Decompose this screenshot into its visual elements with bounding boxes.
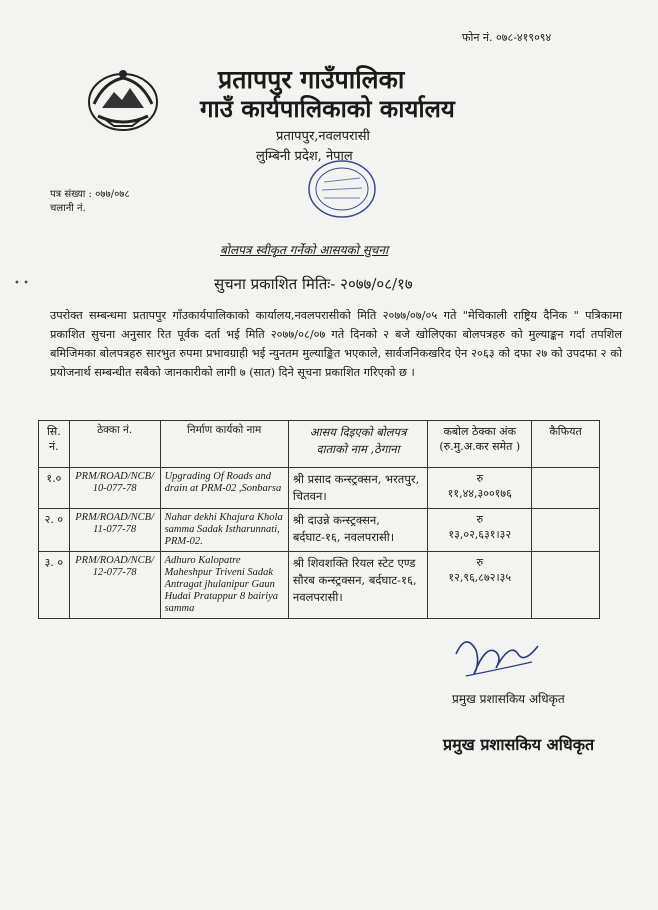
row-work-name: Nahar dekhi Khajura Khola samma Sadak Istharunnati, PRM-02. [160, 509, 288, 552]
office-name: गाउँ कार्यपालिकाको कार्यालय [200, 94, 455, 123]
row-sn: १.० [39, 468, 70, 509]
row-bidder: श्री दाउन्ने कन्स्ट्रक्सन, बर्दघाट-१६, नवलपरासी। [288, 509, 428, 552]
office-round-stamp [306, 158, 378, 220]
header-amount: कबोल ठेक्का अंक (रु.मु.अ.कर समेत ) [428, 421, 532, 468]
row-amount: १३,०२,६३१।३२ [448, 528, 512, 541]
row-sn: २. ० [39, 509, 70, 552]
row-amount: १२,९६,८७२।३५ [448, 571, 512, 584]
table-header-row [39, 421, 600, 468]
table-row [39, 552, 600, 619]
margin-mark: • • [14, 278, 29, 289]
body-paragraph: उपरोक्त सम्बन्धमा प्रतापपुर गाँउकार्यपालिकाको कार्यालय,नवलपरासीको मिति २०७७/०७/०५ गते "मेचिकाली राष्ट्रिय दैनिक " पत्रिकामा प्रकाशित सुचना अनुसार रित पूर्वक दर्ता भई मिति २०७७/०८/०७ गते दिनको २ बजे खोलिएका बोलपत्रहरु को मुल्याङ्कन गर्दा तपशिल बमिजिमका बोलपत्रहरु सारभुत रुपमा प्रभावग्राही भई न्युनतम मुल्याङ्कित भएकाले, सार्वजनिकखरिद ऐन २०६३ को दफा २७ को उपदफा २ को प्रयोजनार्थ सम्बन्धीत सबैको जानकारीको लागी ७ (सात) दिने सूचना प्रकाशित गरिएको छ । [50, 309, 622, 379]
header-remarks: कैफियत [532, 421, 600, 468]
dispatch-number: चलानी नं. [50, 203, 86, 214]
row-contract-no: PRM/ROAD/NCB/ 11-077-78 [69, 509, 160, 552]
header-sn: सि. नं. [39, 421, 70, 468]
signatory-stamp: प्रमुख प्रशासकिय अधिकृत [443, 735, 595, 754]
address-line-1: प्रतापपुर,नवलपरासी [276, 129, 370, 144]
header-contract-no: ठेक्का नं. [69, 421, 160, 468]
row-remarks [532, 509, 600, 552]
address-line-2: लुम्बिनी प्रदेश, नेपाल [256, 149, 353, 164]
row-remarks [532, 552, 600, 619]
organization-name: प्रतापपुर गाउँपालिका [218, 65, 405, 94]
row-currency: रु [476, 513, 484, 526]
signatory-title: प्रमुख प्रशासकिय अधिकृत [452, 692, 565, 706]
row-contract-no: PRM/ROAD/NCB/ 12-077-78 [69, 552, 160, 619]
row-currency: रु [476, 472, 484, 485]
row-bidder: श्री प्रसाद कन्स्ट्रक्सन, भरतपुर, चितवन। [288, 468, 428, 509]
reference-block [50, 188, 130, 216]
table-row [39, 468, 600, 509]
row-amount-cell [428, 552, 532, 619]
row-remarks [532, 468, 600, 509]
row-bidder: श्री शिवशक्ति रियल स्टेट एण्ड सौरब कन्स्ट्रक्सन, बर्दघाट-१६, नवलपरासी। [288, 552, 428, 619]
row-sn: ३. ० [39, 552, 70, 619]
row-currency: रु [476, 556, 484, 569]
bid-acceptance-table [38, 420, 600, 619]
publication-date: सुचना प्रकाशित मितिः- २०७७/०८/१७ [214, 275, 413, 293]
header-bidder: आसय दिइएको बोलपत्र दाताको नाम ,ठेगाना [288, 421, 428, 468]
row-work-name: Upgrading Of Roads and drain at PRM-02 ,Sonbarsa [160, 468, 288, 509]
header-work-name: निर्माण कार्यको नाम [160, 421, 288, 468]
handwritten-signature [446, 624, 546, 686]
row-amount-cell [428, 468, 532, 509]
phone-number: फोन नं. ०७८-४१९०९४ [462, 31, 552, 44]
nepal-emblem-logo [84, 64, 162, 134]
row-work-name: Adhuro Kalopatre Maheshpur Triveni Sadak Antragat jhulanipur Gaun Hudai Pratappur 8 bairiya samma [160, 552, 288, 619]
row-amount-cell [428, 509, 532, 552]
letter-number: पत्र संख्या : ०७७/०७८ [50, 189, 130, 200]
table-row [39, 509, 600, 552]
subject-line: बोलपत्र स्वीकृत गर्नेको आसयको सुचना [220, 243, 389, 257]
row-amount: ११,४४,३००१७६ [447, 487, 512, 500]
row-contract-no: PRM/ROAD/NCB/ 10-077-78 [69, 468, 160, 509]
